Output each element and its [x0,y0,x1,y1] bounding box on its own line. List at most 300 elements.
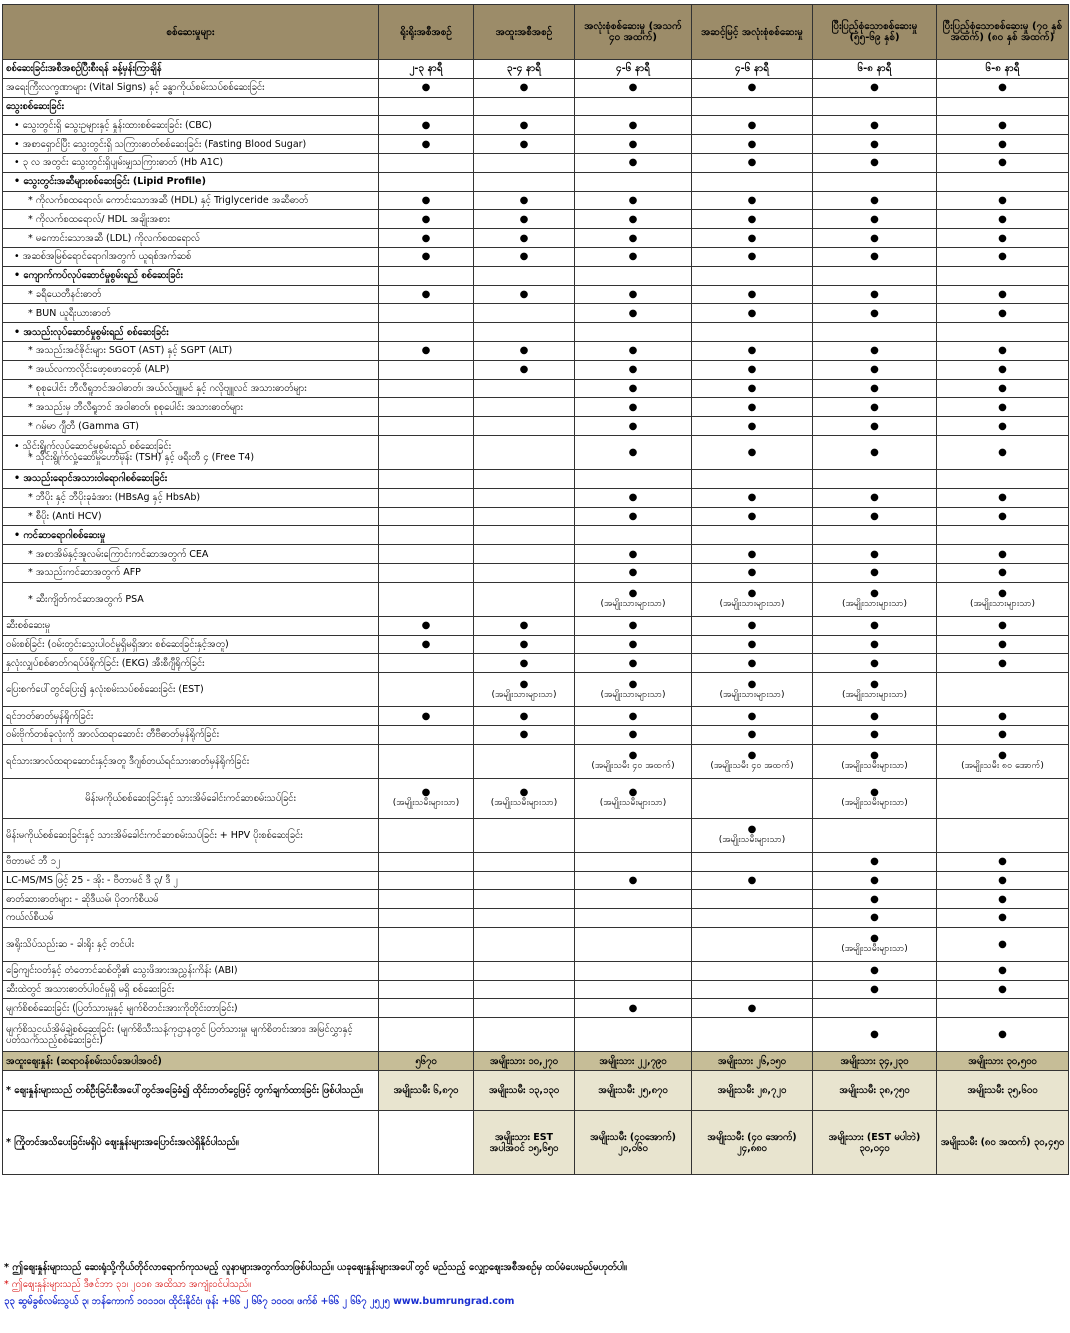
row-cell [937,635,1069,654]
row-cell [575,909,692,928]
row-cell [692,435,813,469]
row-cell [813,961,937,980]
row-label [3,360,379,379]
cell-note: (အမျိုးသားများသာ) [841,599,908,610]
included-mark: ● [519,364,529,376]
row-cell [813,616,937,635]
included-mark: ● [747,119,757,131]
included-mark: ● [628,1002,638,1014]
row-cell [474,507,575,526]
header-special: အထူးအစီအစဉ် [474,5,575,60]
row-cell [692,60,813,79]
cell-note: (အမျိုးသားများသာ) [600,599,666,610]
table-row [3,153,1069,172]
row-label [3,97,379,116]
included-mark: ● [421,345,431,357]
included-mark: ● [747,492,757,504]
table-row [3,360,1069,379]
row-cell [379,97,474,116]
row-label-text: • အသည်းလုပ်ဆောင်မှုစွမ်းရည် စစ်ဆေးခြင်း [14,326,169,338]
table-body [3,60,1069,1175]
row-cell [379,285,474,304]
included-mark: ● [998,588,1007,600]
included-mark: ● [998,345,1007,357]
row-cell [692,469,813,488]
cell-note: (အမျိုးသားများသာ) [719,689,785,700]
included-mark: ● [870,420,879,432]
included-mark: ● [628,492,638,504]
included-mark: ● [747,232,757,244]
row-cell [575,871,692,890]
row-cell [379,341,474,360]
included-mark: ● [998,1029,1007,1041]
row-label [3,673,379,707]
cell-note: (အမျိုးသမီးများသာ) [490,798,558,809]
included-mark: ● [628,657,638,669]
row-cell [813,927,937,961]
row-cell [474,616,575,635]
table-row [3,417,1069,436]
row-cell [692,116,813,135]
table-row [3,247,1069,266]
row-cell [379,818,474,852]
row-cell [937,582,1069,616]
row-cell [575,980,692,999]
price-row [3,1071,1069,1111]
row-cell [474,435,575,469]
row-cell [379,229,474,248]
row-cell [575,961,692,980]
cell-note: (အမျိုးသမီး ၄၀ အထက်) [591,761,675,772]
row-cell [937,78,1069,97]
table-row [3,526,1069,545]
row-label-text: • အသည်းရောင်အသားဝါရောဂါစစ်ဆေးခြင်း [14,473,168,485]
row-cell [813,744,937,778]
cell-note: (အမျိုးသမီးများသာ) [392,798,460,809]
table-row [3,654,1069,673]
row-cell [813,153,937,172]
cell-note: (အမျိုးသားများသာ) [719,599,785,610]
row-cell [937,135,1069,154]
row-cell [937,285,1069,304]
row-cell [937,379,1069,398]
row-cell [474,673,575,707]
included-mark: ● [519,710,529,722]
row-cell [692,980,813,999]
row-cell [474,341,575,360]
row-label-text: * မကောင်းသောအဆီ (LDL) ကိုလက်စထရောလ် [28,232,200,244]
row-sublabel-text: * သိုင်းရွိုက်လှုံ့ဆော်မှုဟော်မုန်း (TSH) နှင့် ဖရီးတီ ၄ (Free T4) [28,452,255,464]
row-label [3,999,379,1018]
row-cell [575,341,692,360]
row-cell [474,999,575,1018]
row-label [3,1018,379,1052]
included-mark: ● [519,213,529,225]
row-cell [692,545,813,564]
table-row [3,379,1069,398]
row-cell [813,78,937,97]
row-label-text: * စုစုပေါင်း ဘီလီရူဘင်အဝါဓာတ်၊ အယ်လ်ဗျူမင် နှင့် ဂလိုဗျူလင် အသားဓာတ်များ [28,382,307,394]
row-cell [692,999,813,1018]
included-mark: ● [628,138,638,150]
duration-value: ၂-၃ နာရီ [409,63,443,75]
price-value: အမျိုးသမီး ၂၅,၈၇၀ [575,1071,692,1111]
row-cell [474,545,575,564]
row-label-text: • သွေးတွင်းအဆီများစစ်ဆေးခြင်း (Lipid Profile) [14,176,206,188]
row-cell [575,135,692,154]
table-row [3,1018,1069,1052]
included-mark: ● [747,157,757,169]
row-cell [474,135,575,154]
row-cell [937,469,1069,488]
row-cell [813,323,937,342]
included-mark: ● [747,678,757,690]
row-label [3,654,379,673]
row-label [3,266,379,285]
row-label-text: * ကိုလက်စထရောလ်/ HDL အချိုးအစား [28,213,170,225]
row-label-text: * ဘီပိုး နှင့် ဘီပိုးခုခံအား (HBsAg နှင့် HbsAb) [28,492,201,504]
row-cell [379,435,474,469]
row-label-text: မိန်းမကိုယ်စစ်ဆေးခြင်းနှင့် သားအိမ်ခေါင်းကင်ဆာစမ်းသပ်ခြင်း [85,792,296,804]
row-cell [692,1018,813,1052]
row-label-text: အရေးကြီးလက္ခဏာများ (Vital Signs) နှင့် ခန္ဓာကိုယ်စမ်းသပ်စစ်ဆေးခြင်း [6,82,265,94]
row-label [3,818,379,852]
included-mark: ● [870,213,879,225]
row-cell [379,153,474,172]
included-mark: ● [628,82,638,94]
row-cell [692,927,813,961]
row-cell [813,135,937,154]
row-cell [937,909,1069,928]
included-mark: ● [628,420,638,432]
included-mark: ● [998,446,1007,458]
row-cell [474,153,575,172]
included-mark: ● [628,548,638,560]
included-mark: ● [870,138,879,150]
row-label [3,927,379,961]
included-mark: ● [870,82,879,94]
row-label [3,852,379,871]
table-row [3,778,1069,818]
row-cell [813,778,937,818]
row-label [3,341,379,360]
row-cell [379,526,474,545]
row-cell [813,379,937,398]
included-mark: ● [747,620,757,632]
row-cell [813,909,937,928]
row-cell [575,153,692,172]
row-cell [474,323,575,342]
row-cell [692,778,813,818]
row-cell [813,545,937,564]
row-cell [575,210,692,229]
included-mark: ● [998,938,1007,950]
included-mark: ● [998,420,1007,432]
table-row [3,616,1069,635]
row-cell [937,153,1069,172]
row-label-text: * ဂမ်မာ ဂျီတီ (Gamma GT) [28,420,139,432]
row-cell [575,360,692,379]
row-cell [813,725,937,744]
row-label-text: ခြေကျင်းဝတ်နှင့် တံတောင်ဆစ်တို့၏ သွေးဖိအားအညွှန်းကိန်း (ABI) [6,965,238,977]
row-label [3,635,379,654]
row-label-text: • အစာရှောင်ပြီး သွေးတွင်းရှိ သကြားဓာတ်စစ်ဆေးခြင်း (Fasting Blood Sugar) [14,138,307,150]
row-cell [937,360,1069,379]
row-cell [937,545,1069,564]
row-cell [575,673,692,707]
included-mark: ● [870,382,879,394]
row-cell [379,871,474,890]
row-cell [575,582,692,616]
included-mark: ● [747,82,757,94]
price-value: အမျိုးသမီး (၄၀ အောက်) ၂၄,၈၈၀ [692,1111,813,1175]
row-label-text: ဝမ်းဗိုက်တစ်ခုလုံးကို အာလ်ထရာဆောင်း တီဗီဓာတ်မှန်ရိုက်ခြင်း [6,729,220,741]
included-mark: ● [998,510,1007,522]
included-mark: ● [870,510,879,522]
row-cell [937,266,1069,285]
price-value: အမျိုးသား (EST မပါဘဲ) ၃၀,၀၄၀ [813,1111,937,1175]
row-cell [379,172,474,191]
price-value: အမျိုးသမီး ၃၅,၆၀၀ [937,1071,1069,1111]
row-label [3,210,379,229]
row-cell [474,635,575,654]
row-label [3,116,379,135]
row-cell [379,707,474,726]
included-mark: ● [998,912,1007,924]
row-label [3,616,379,635]
row-cell [575,97,692,116]
included-mark: ● [628,678,638,690]
row-cell [379,60,474,79]
table-row [3,435,1069,469]
row-cell [813,871,937,890]
footer-address: ၃၃ ဆွမ်ခွစ်လမ်းသွယ် ၃၊ ဘန်ကောက် ၁၀၁၁၀၊ ထိုင်းနိုင်ငံ၊ ဖုန်း +၆၆ ၂ ၆၆၇ ၁၀၀၀၊ ဖက်စ် +၆၆ ၂ ၆၆၇ ၂၅၂၅ www.bumrungrad.com [4,1296,515,1307]
header-advanced: အဆင့်မြင့် အလုံးစုံစစ်ဆေးမှု [692,5,813,60]
row-label [3,172,379,191]
included-mark: ● [998,984,1007,996]
row-cell [692,97,813,116]
included-mark: ● [998,620,1007,632]
row-cell [813,60,937,79]
row-cell [692,961,813,980]
included-mark: ● [628,251,638,263]
price-value: အမျိုးသား ၃၄,၂၃၀ [813,1052,937,1071]
row-cell [813,341,937,360]
row-cell [692,725,813,744]
included-mark: ● [519,620,529,632]
included-mark: ● [870,288,879,300]
duration-value: ၆-၈ နာရီ [857,63,892,75]
included-mark: ● [870,912,879,924]
row-label [3,323,379,342]
price-value: အမျိုးသား EST အပါအဝင် ၁၅,၆၅၀ [474,1111,575,1175]
row-cell [474,78,575,97]
included-mark: ● [519,678,529,690]
row-cell [379,673,474,707]
included-mark: ● [519,657,529,669]
price-row-label: * ဈေးနှုန်းများသည် တစ်ဦးခြင်းစီအပေါ်တွင်အခြေခံ၍ ထိုင်းဘတ်ငွေဖြင့် တွက်ချက်ထားခြင်း ဖြစ်ပါသည်။ [3,1071,379,1111]
row-cell [813,980,937,999]
included-mark: ● [421,288,431,300]
included-mark: ● [870,1029,879,1041]
row-label-text: * စီပိုး (Anti HCV) [28,510,102,522]
included-mark: ● [747,750,757,762]
footer [4,1259,1064,1310]
included-mark: ● [519,638,529,650]
price-value: အမျိုးသမီး ၆,၈၇၀ [379,1071,474,1111]
row-cell [575,1018,692,1052]
table-row [3,927,1069,961]
row-cell [474,266,575,285]
included-mark: ● [747,420,757,432]
row-cell [474,563,575,582]
included-mark: ● [747,194,757,206]
row-cell [474,871,575,890]
row-cell [379,210,474,229]
row-cell [692,526,813,545]
row-cell [813,360,937,379]
row-cell [937,980,1069,999]
included-mark: ● [628,382,638,394]
table-row [3,285,1069,304]
row-label-text: မျက်စိသုငယ်အိမ်ချဲ့စစ်ဆေးခြင်း (မျက်စိသီးသန့်ကုဌာနတွင် ပြတ်သားမှု၊ မျက်စိတင်းအား၊ အမြင်လွှာနှင့် ပတ်သက်သည့်စစ်ဆေးခြင်း) [6,1023,353,1046]
row-label-text: မျက်စိစစ်ဆေးခြင်း (ပြတ်သားမှုနှင့် မျက်စိတင်းအားကိုတိုင်းတာခြင်း) [6,1002,238,1014]
row-cell [813,266,937,285]
row-cell [474,852,575,871]
included-mark: ● [747,213,757,225]
table-row [3,707,1069,726]
included-mark: ● [747,138,757,150]
row-cell [937,191,1069,210]
cell-note: (အမျိုးသမီး ၄၀ အထက်) [710,761,794,772]
row-cell [937,435,1069,469]
row-label [3,469,379,488]
row-cell [575,707,692,726]
row-cell [813,1018,937,1052]
header-complete-70: ပြီးပြည့်စုံသောစစ်ဆေးမှု (၇၀ နှစ်အထက်) (၈၀ နှစ် အထက်) [937,5,1069,60]
row-cell [937,488,1069,507]
header-row [3,5,1069,60]
included-mark: ● [870,893,879,905]
cell-note: (အမျိုးသမီးများသာ) [841,944,908,955]
included-mark: ● [998,729,1007,741]
included-mark: ● [628,213,638,225]
row-cell [575,78,692,97]
row-cell [575,229,692,248]
row-label-text: • သိုင်းရွိုက်လုပ်ဆောင်မှုစွမ်းရည် စစ်ဆေးခြင်း [14,441,172,453]
table-row [3,116,1069,135]
row-cell [474,980,575,999]
included-mark: ● [747,548,757,560]
included-mark: ● [519,787,529,799]
table-row [3,744,1069,778]
row-label-text: * အယ်လကာလိုင်းဖော့စဖာတေ့စ် (ALP) [28,364,170,376]
included-mark: ● [628,194,638,206]
row-cell [937,116,1069,135]
row-cell [575,247,692,266]
row-label [3,304,379,323]
table-row [3,135,1069,154]
price-row-label: * ကြိုတင်အသိပေးခြင်းမရှိပဲ ဈေးနှုန်းများအပြောင်းအလဲရှိနိုင်ပါသည်။ [3,1111,379,1175]
row-cell [692,707,813,726]
cell-note: (အမျိုးသမီးများသာ) [718,835,786,846]
row-label-text: ဗီတာမင် ဘီ ၁၂ [6,856,61,868]
included-mark: ● [998,893,1007,905]
row-cell [379,999,474,1018]
row-label [3,871,379,890]
row-cell [937,999,1069,1018]
price-value: ၅၆၇၀ [379,1052,474,1071]
row-label-text: • ကင်ဆာရောဂါစစ်ဆေးမှု [14,529,106,541]
row-cell [379,304,474,323]
included-mark: ● [628,119,638,131]
row-label [3,229,379,248]
included-mark: ● [628,446,638,458]
row-cell [937,210,1069,229]
row-cell [575,563,692,582]
row-cell [937,398,1069,417]
included-mark: ● [998,750,1007,762]
row-cell [813,488,937,507]
row-cell [813,852,937,871]
row-cell [692,818,813,852]
row-cell [474,725,575,744]
included-mark: ● [747,567,757,579]
row-label-text: ပြေးစက်ပေါ်တွင်ပြေး၍ နှလုံးစမ်းသပ်စစ်ဆေးခြင်း (EST) [6,684,204,696]
header-tests: စစ်ဆေးမှုများ [3,5,379,60]
row-label-text: * အစာအိမ်နှင့်အူလမ်းကြောင်းကင်ဆာအတွက် CEA [28,548,209,560]
row-cell [379,616,474,635]
row-cell [379,545,474,564]
row-cell [813,582,937,616]
row-label [3,379,379,398]
row-cell [692,153,813,172]
row-label [3,78,379,97]
row-cell [937,172,1069,191]
row-cell [379,78,474,97]
table-row [3,210,1069,229]
row-cell [474,582,575,616]
table-row [3,818,1069,852]
row-cell [937,654,1069,673]
row-label [3,778,379,818]
row-label-text: * အသည်းအင်ဇိုင်းများ SGOT (AST) နှင့် SGPT (ALT) [28,345,233,357]
table-row [3,890,1069,909]
included-mark: ● [421,213,431,225]
table-row [3,852,1069,871]
row-label [3,563,379,582]
row-cell [692,417,813,436]
header-comprehensive-40: အလုံးစုံစစ်ဆေးမှု (အသက် ၄၀ အထက်) [575,5,692,60]
included-mark: ● [870,750,879,762]
row-cell [692,341,813,360]
row-cell [813,999,937,1018]
row-cell [692,398,813,417]
table-row [3,507,1069,526]
row-cell [692,323,813,342]
row-cell [575,927,692,961]
included-mark: ● [628,710,638,722]
included-mark: ● [421,251,431,263]
included-mark: ● [747,288,757,300]
row-cell [937,673,1069,707]
row-cell [692,360,813,379]
table-row [3,78,1069,97]
included-mark: ● [747,364,757,376]
row-label [3,153,379,172]
included-mark: ● [747,251,757,263]
included-mark: ● [870,492,879,504]
